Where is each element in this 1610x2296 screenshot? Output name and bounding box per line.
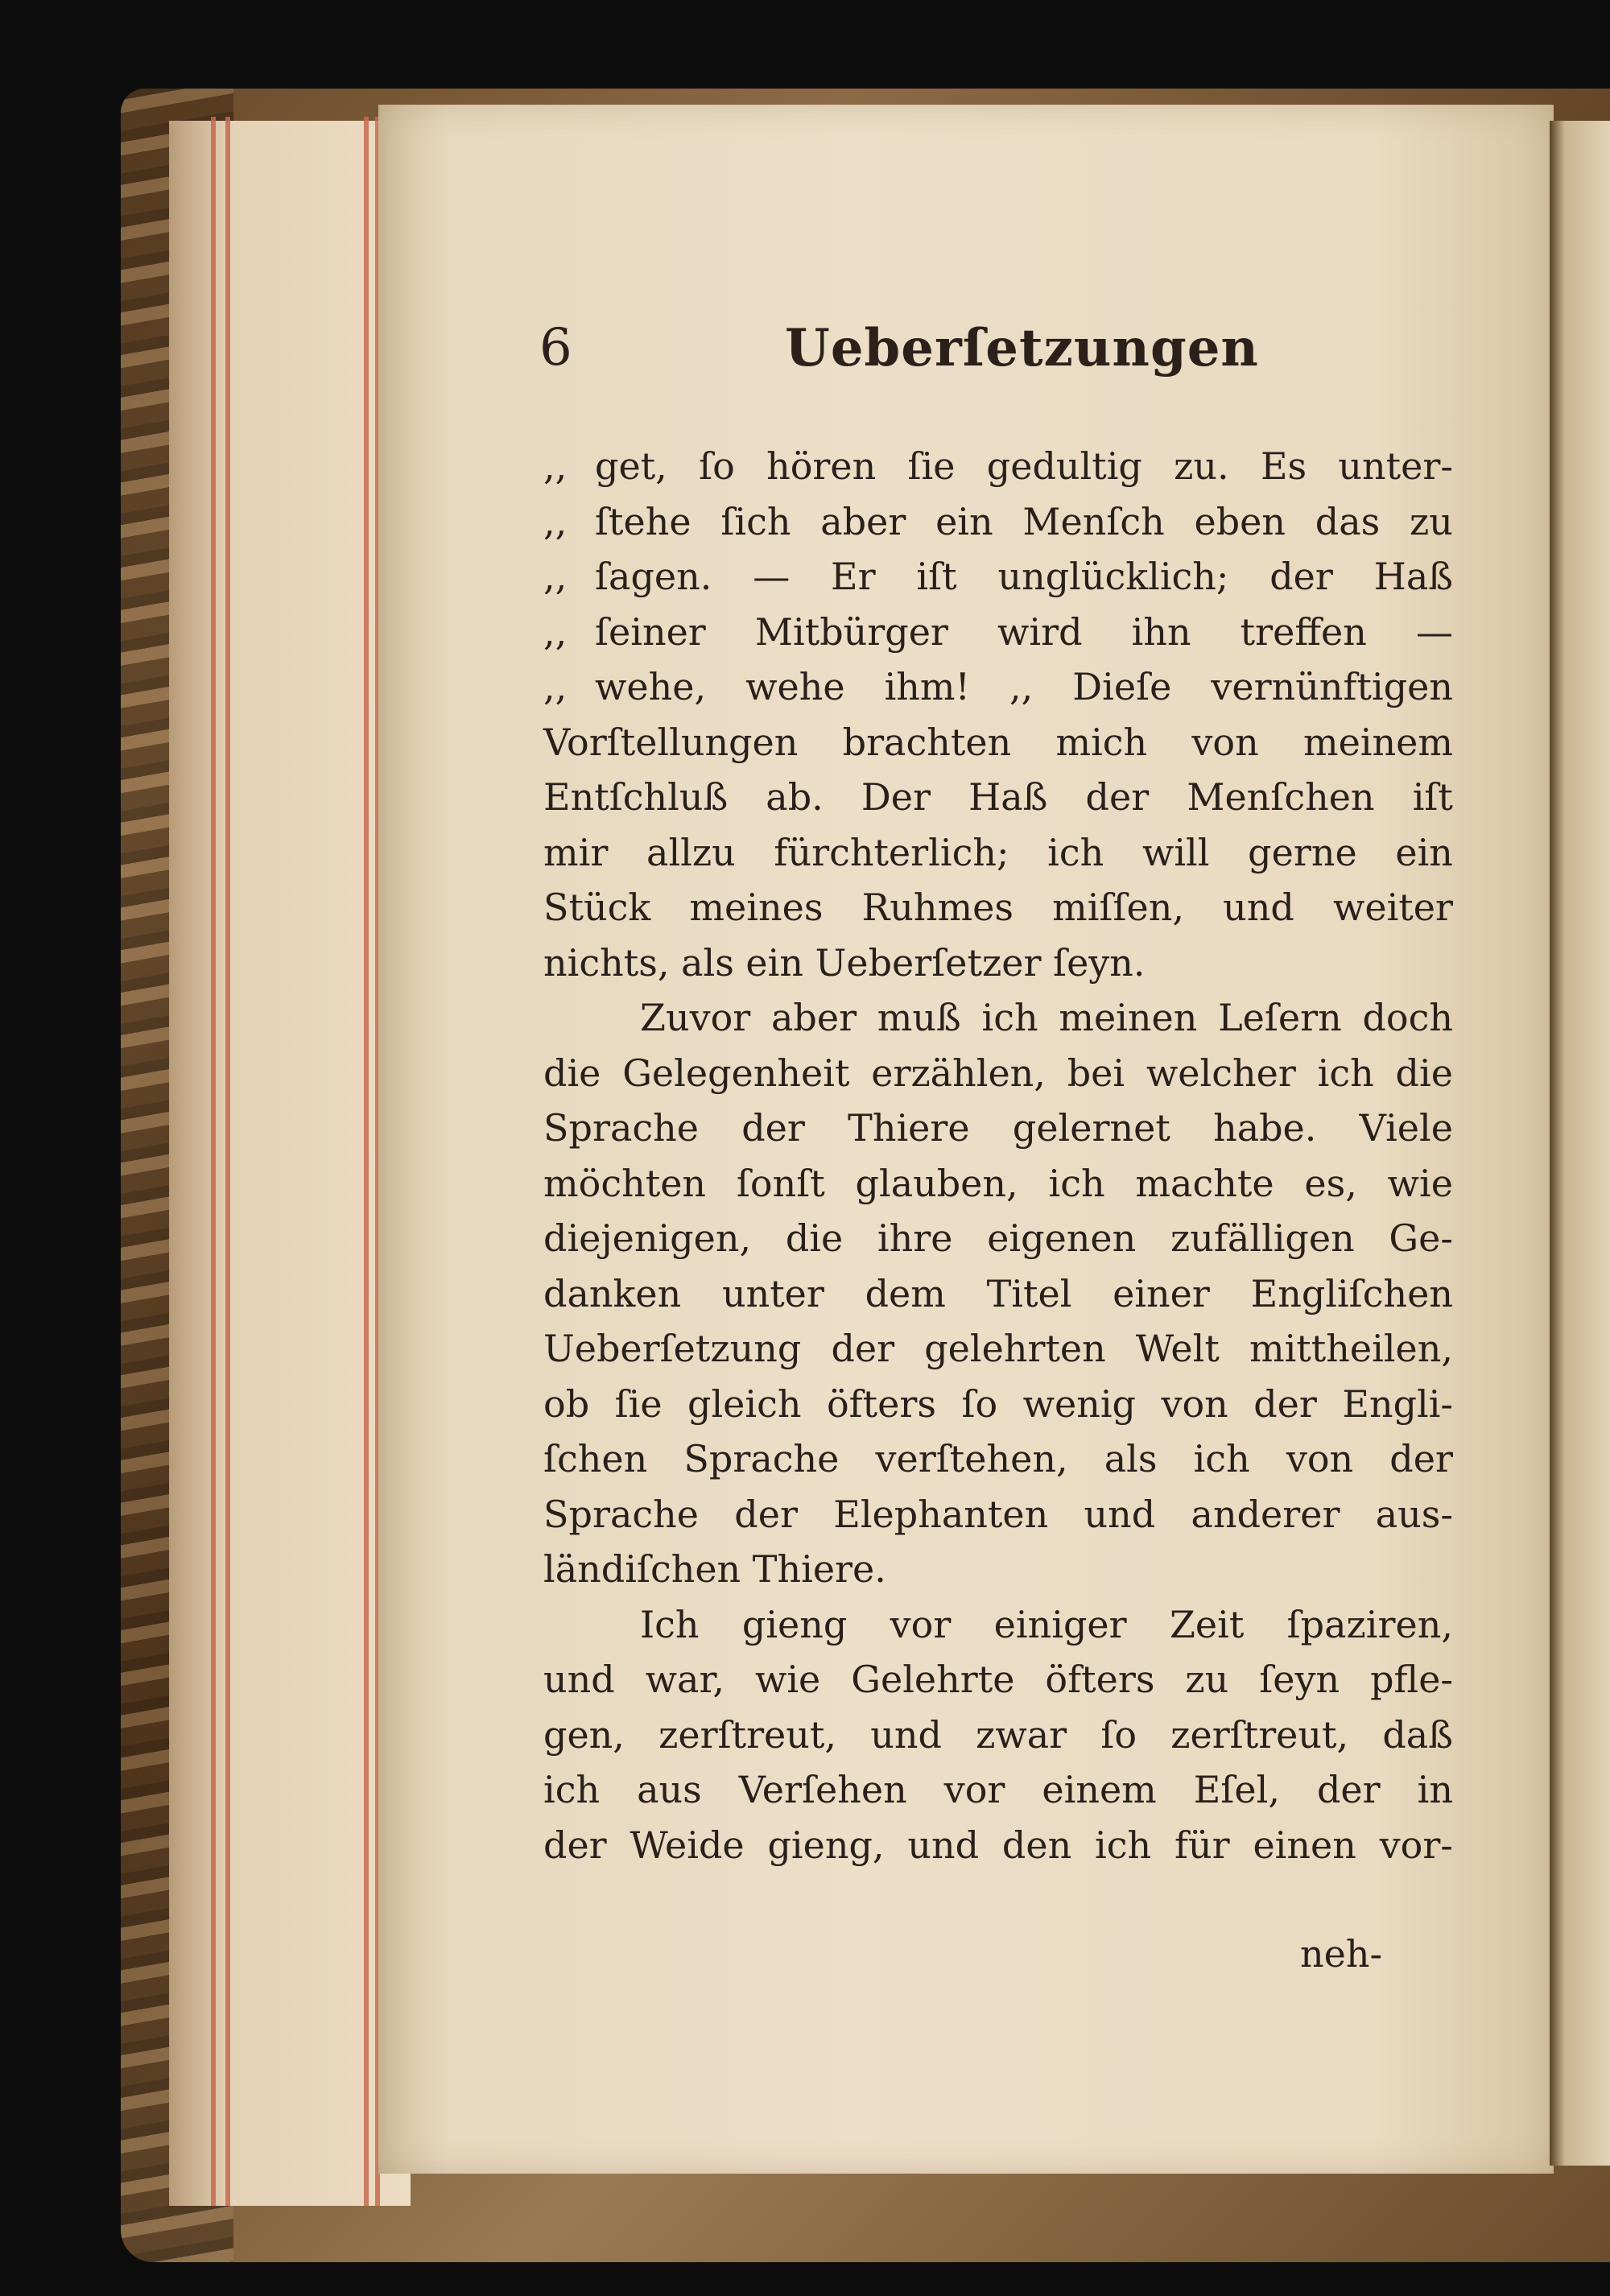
text-line <box>543 770 1453 825</box>
text-line <box>543 1211 1453 1266</box>
page-stack <box>169 121 411 2206</box>
text-line <box>543 1431 1453 1487</box>
text-line <box>543 1266 1453 1322</box>
line-text: Sprache der Elephanten und anderer aus- <box>543 1492 1453 1536</box>
text-line <box>543 935 1453 991</box>
text-line <box>543 1762 1453 1818</box>
line-text: ich aus Verſehen vor einem Eſel, der in <box>543 1768 1453 1811</box>
text-line <box>543 825 1453 881</box>
text-line <box>543 605 1453 660</box>
text-line <box>543 1652 1453 1708</box>
line-text: danken unter dem Titel einer Engliſchen <box>543 1271 1453 1315</box>
line-text: Stück meines Ruhmes miſſen, und weiter <box>543 886 1453 929</box>
header-title: Ueberſetzungen <box>785 318 1259 378</box>
text-line <box>543 1487 1453 1542</box>
line-text: Sprache der Thiere gelernet habe. Viele <box>543 1106 1453 1150</box>
line-text: möchten ſonſt glauben, ich machte es, wie <box>543 1161 1453 1205</box>
running-head <box>483 310 1481 390</box>
red-page-edge <box>364 117 369 2206</box>
line-text: Zuvor aber muß ich meinen Leſern doch <box>640 996 1453 1039</box>
facing-page-edge <box>1550 121 1610 2166</box>
page-number: 6 <box>539 318 572 378</box>
red-page-edge <box>211 117 216 2206</box>
red-page-edge <box>225 117 230 2206</box>
line-text: der Weide gieng, und den ich für einen vor- <box>543 1823 1453 1867</box>
quote-mark: ,, <box>543 609 568 654</box>
text-line <box>543 1377 1453 1432</box>
quote-mark: ,, <box>543 499 568 543</box>
line-text: ſchen Sprache verſtehen, als ich von der <box>543 1437 1453 1480</box>
text-line <box>543 1101 1453 1156</box>
body-text <box>543 439 1453 1873</box>
quote-mark: ,, <box>543 555 568 598</box>
text-line <box>543 1046 1453 1101</box>
line-text: Ueberſetzung der gelehrten Welt mittheilen, <box>543 1327 1453 1370</box>
line-text: diejenigen, die ihre eigenen zufälligen Ge- <box>543 1216 1453 1260</box>
text-line <box>543 880 1453 935</box>
catchword: neh- <box>1300 1932 1383 1976</box>
line-text: get, ſo hören ſie gedultig zu. Es unter- <box>595 444 1453 488</box>
line-text: nichts, als ein Ueberſetzer ſeyn. <box>543 940 1146 985</box>
line-text: die Gelegenheit erzählen, bei welcher ich die <box>543 1051 1453 1095</box>
text-line <box>543 1542 1453 1597</box>
line-text: ſtehe ſich aber ein Menſch eben das zu <box>595 499 1453 543</box>
line-text: und war, wie Gelehrte öfters zu ſeyn pfle- <box>543 1658 1453 1701</box>
quote-mark: ,, <box>543 444 568 488</box>
line-text: Vorſtellungen brachten mich von meinem <box>543 720 1453 764</box>
text-line <box>543 494 1453 550</box>
text-line <box>543 715 1453 770</box>
line-text: Ich gieng vor einiger Zeit ſpaziren, <box>640 1602 1453 1646</box>
quote-mark: ,, <box>543 665 568 708</box>
text-line <box>543 1818 1453 1873</box>
text-line <box>543 659 1453 715</box>
text-line <box>543 1321 1453 1377</box>
text-line <box>543 439 1453 494</box>
line-text: wehe, wehe ihm! ,, Dieſe vernünftigen <box>595 665 1453 708</box>
line-text: Entſchluß ab. Der Haß der Menſchen iſt <box>543 775 1453 819</box>
text-line <box>543 1156 1453 1212</box>
text-line <box>543 990 1453 1046</box>
line-text: gen, zerſtreut, und zwar ſo zerſtreut, daß <box>543 1712 1453 1757</box>
line-text: ſagen. — Er iſt unglücklich; der Haß <box>595 555 1453 598</box>
text-line <box>543 1597 1453 1653</box>
line-text: ländiſchen Thiere. <box>543 1547 886 1591</box>
line-text: ſeiner Mitbürger wird ihn treffen — <box>595 609 1453 654</box>
text-line <box>543 1708 1453 1763</box>
text-line <box>543 549 1453 605</box>
line-text: mir allzu fürchterlich; ich will gerne ein <box>543 830 1453 874</box>
line-text: ob ſie gleich öfters ſo wenig von der Engli- <box>543 1381 1453 1426</box>
